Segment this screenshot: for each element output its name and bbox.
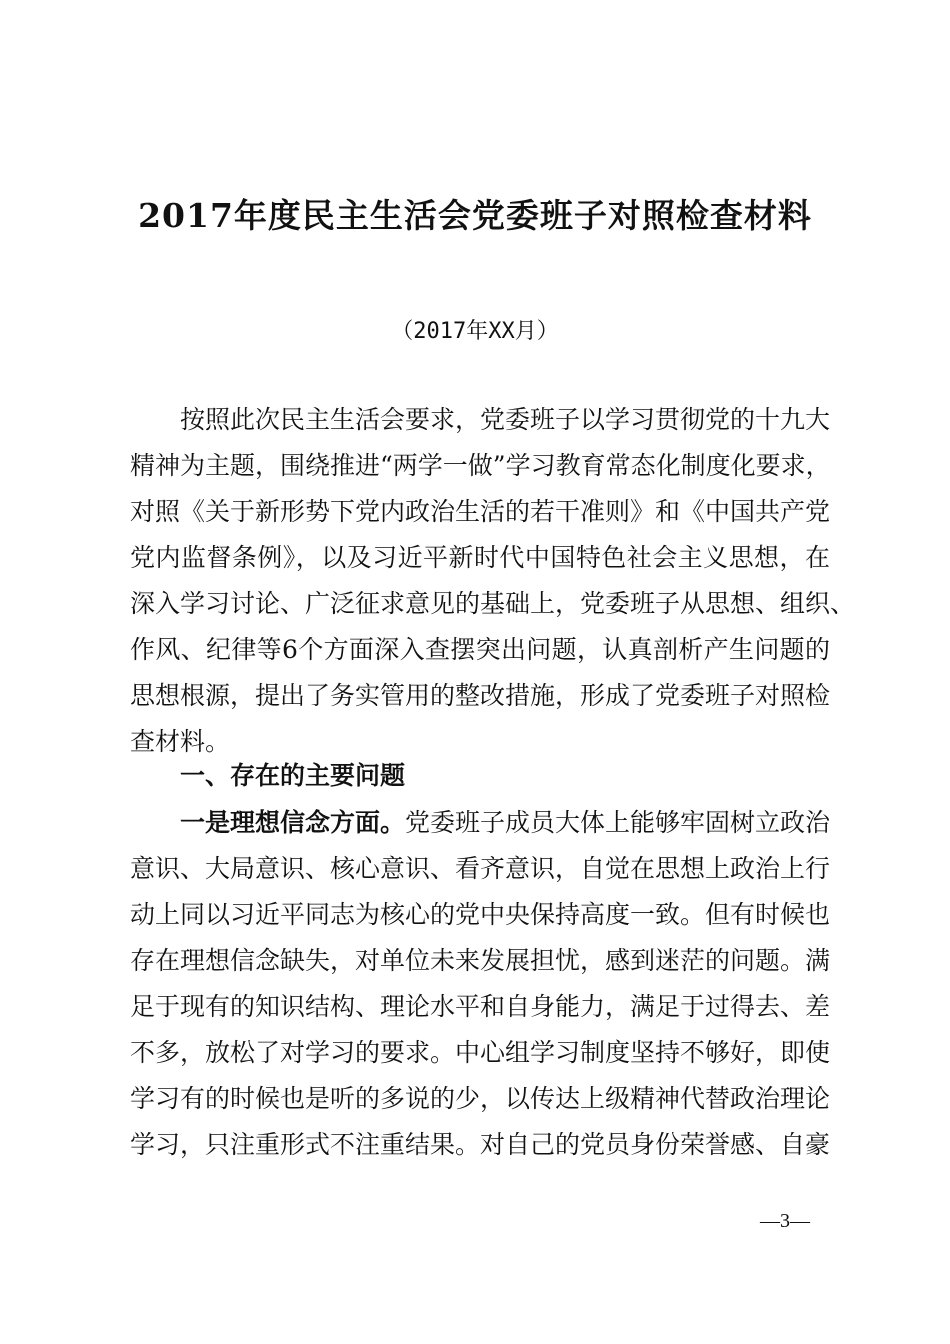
paragraph-line: 作风、纪律等6个方面深入查摆突出问题，认真剖析产生问题的 bbox=[130, 635, 830, 664]
section-heading: 一、存在的主要问题 bbox=[180, 761, 406, 790]
paragraph-text: 党委班子成员大体上能够牢固树立政治 bbox=[405, 808, 831, 837]
problem-paragraph bbox=[130, 800, 830, 1168]
document-body bbox=[130, 397, 856, 1168]
intro-paragraph bbox=[130, 397, 856, 765]
document-date: （2017年XX月） bbox=[391, 319, 559, 344]
paragraph-line: 对照《关于新形势下党内政治生活的若干准则》和《中国共产党 bbox=[130, 497, 831, 526]
paragraph-line: 学习有的时候也是听的多说的少，以传达上级精神代替政治理论 bbox=[130, 1084, 831, 1113]
page-number: —3— bbox=[760, 1210, 810, 1232]
paragraph-line: 按照此次民主生活会要求，党委班子以学习贯彻党的十九大 bbox=[180, 405, 831, 434]
paragraph-line: 足于现有的知识结构、理论水平和自身能力，满足于过得去、差 bbox=[130, 992, 831, 1021]
paragraph-line: 意识、大局意识、核心意识、看齐意识，自觉在思想上政治上行 bbox=[130, 854, 831, 883]
paragraph-line bbox=[130, 800, 830, 846]
document-title: 2017年度民主生活会党委班子对照检查材料 bbox=[138, 196, 812, 235]
paragraph-line: 查材料。 bbox=[130, 727, 231, 756]
paragraph-line: 存在理想信念缺失，对单位未来发展担忧，感到迷茫的问题。满 bbox=[130, 946, 831, 975]
paragraph-line: 深入学习讨论、广泛征求意见的基础上，党委班子从思想、组织、 bbox=[130, 589, 856, 618]
paragraph-line: 学习，只注重形式不注重结果。对自己的党员身份荣誉感、自豪 bbox=[130, 1130, 831, 1159]
paragraph-line: 不多，放松了对学习的要求。中心组学习制度坚持不够好，即使 bbox=[130, 1038, 831, 1067]
paragraph-line: 动上同以习近平同志为核心的党中央保持高度一致。但有时候也 bbox=[130, 900, 831, 929]
paragraph-line: 党内监督条例》，以及习近平新时代中国特色社会主义思想，在 bbox=[130, 543, 830, 572]
paragraph-line: 思想根源，提出了务实管用的整改措施，形成了党委班子对照检 bbox=[130, 681, 831, 710]
paragraph-line: 精神为主题，围绕推进“两学一做”学习教育常态化制度化要求， bbox=[130, 451, 831, 480]
paragraph-lead: 一是理想信念方面。 bbox=[180, 808, 406, 837]
